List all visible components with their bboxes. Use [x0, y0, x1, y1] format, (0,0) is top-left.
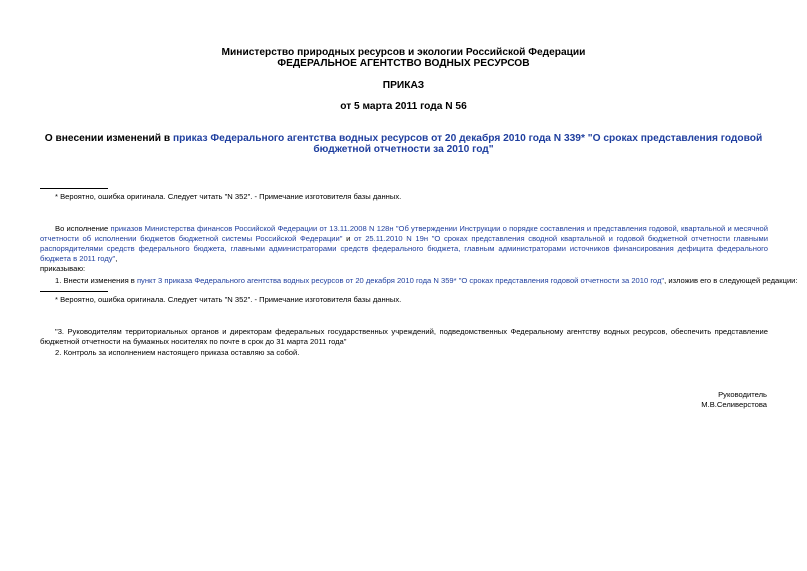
document-type: ПРИКАЗ	[382, 80, 425, 91]
signature-block	[701, 390, 767, 410]
footnote-divider-2	[40, 291, 108, 292]
footnote-2: * Вероятно, ошибка оригинала. Следует читать "N 352". - Примечание изготовителя базы данных.	[55, 295, 402, 304]
ministry-name: Министерство природных ресурсов и экологии Российской Федерации	[221, 47, 586, 58]
document-date-number: от 5 марта 2011 года N 56	[340, 101, 467, 112]
title-prefix: О внесении изменений в	[44, 133, 173, 144]
document-title	[30, 133, 777, 155]
item-1-start: 1. Внести изменения в	[55, 276, 137, 285]
signatory-position: Руководитель	[718, 390, 767, 399]
title-link[interactable]: приказ Федерального агентства водных ресурсов от 20 декабря 2010 года N 339* "О сроках представления годовой бюджетной отчетности за 2010 год"	[173, 133, 763, 155]
footnote-divider	[40, 188, 108, 189]
item-1-end: , изложив его в следующей редакции:	[664, 276, 798, 285]
preamble-start: Во исполнение	[55, 224, 111, 233]
order-word: приказываю:	[40, 264, 86, 273]
item-1-link[interactable]: пункт 3 приказа Федерального агентства водных ресурсов от 20 декабря 2010 года N 359* "О сроках представления годовой отчетности за 2010 год"	[136, 276, 665, 285]
preamble-link-1[interactable]: приказов Министерства финансов Российской Федерации от 13.11.2008 N 128н "Об утверждении Инструкции о порядке составления и представления годовой, квартальной и месячной отчетности об исполнении бюджетов бюджетной системы Российской Федерации"	[40, 224, 768, 243]
preamble-link-2[interactable]: от 25.11.2010 N 19н "О сроках представления сводной квартальной и годовой бюджетной отчетности главными распорядителями средств федерального бюджета, главными администраторами средств федерального бюджета, главным администраторами источников финансирования дефицита федерального бюджета в 2011 году"	[40, 234, 768, 263]
footnote-1: * Вероятно, ошибка оригинала. Следует читать "N 352". - Примечание изготовителя базы данных.	[55, 192, 402, 201]
item-2: 2. Контроль за исполнением настоящего приказа оставляю за собой.	[55, 348, 300, 357]
preamble-paragraph	[40, 224, 768, 264]
item-3-quote: "3. Руководителям территориальных органов и директорам федеральных государственных учреждений, подведомственных Федеральному агентству водных ресурсов, обеспечить представление бюджетной отчетности на бумажных носителях по почте в срок до 31 марта 2011 года"	[40, 327, 768, 346]
item-1	[55, 276, 798, 286]
document-header	[0, 47, 807, 69]
signatory-name: М.В.Селиверстова	[701, 400, 767, 409]
preamble-middle: и	[342, 234, 355, 243]
agency-name: ФЕДЕРАЛЬНОЕ АГЕНТСТВО ВОДНЫХ РЕСУРСОВ	[277, 58, 530, 69]
preamble-end: ,	[115, 254, 118, 263]
